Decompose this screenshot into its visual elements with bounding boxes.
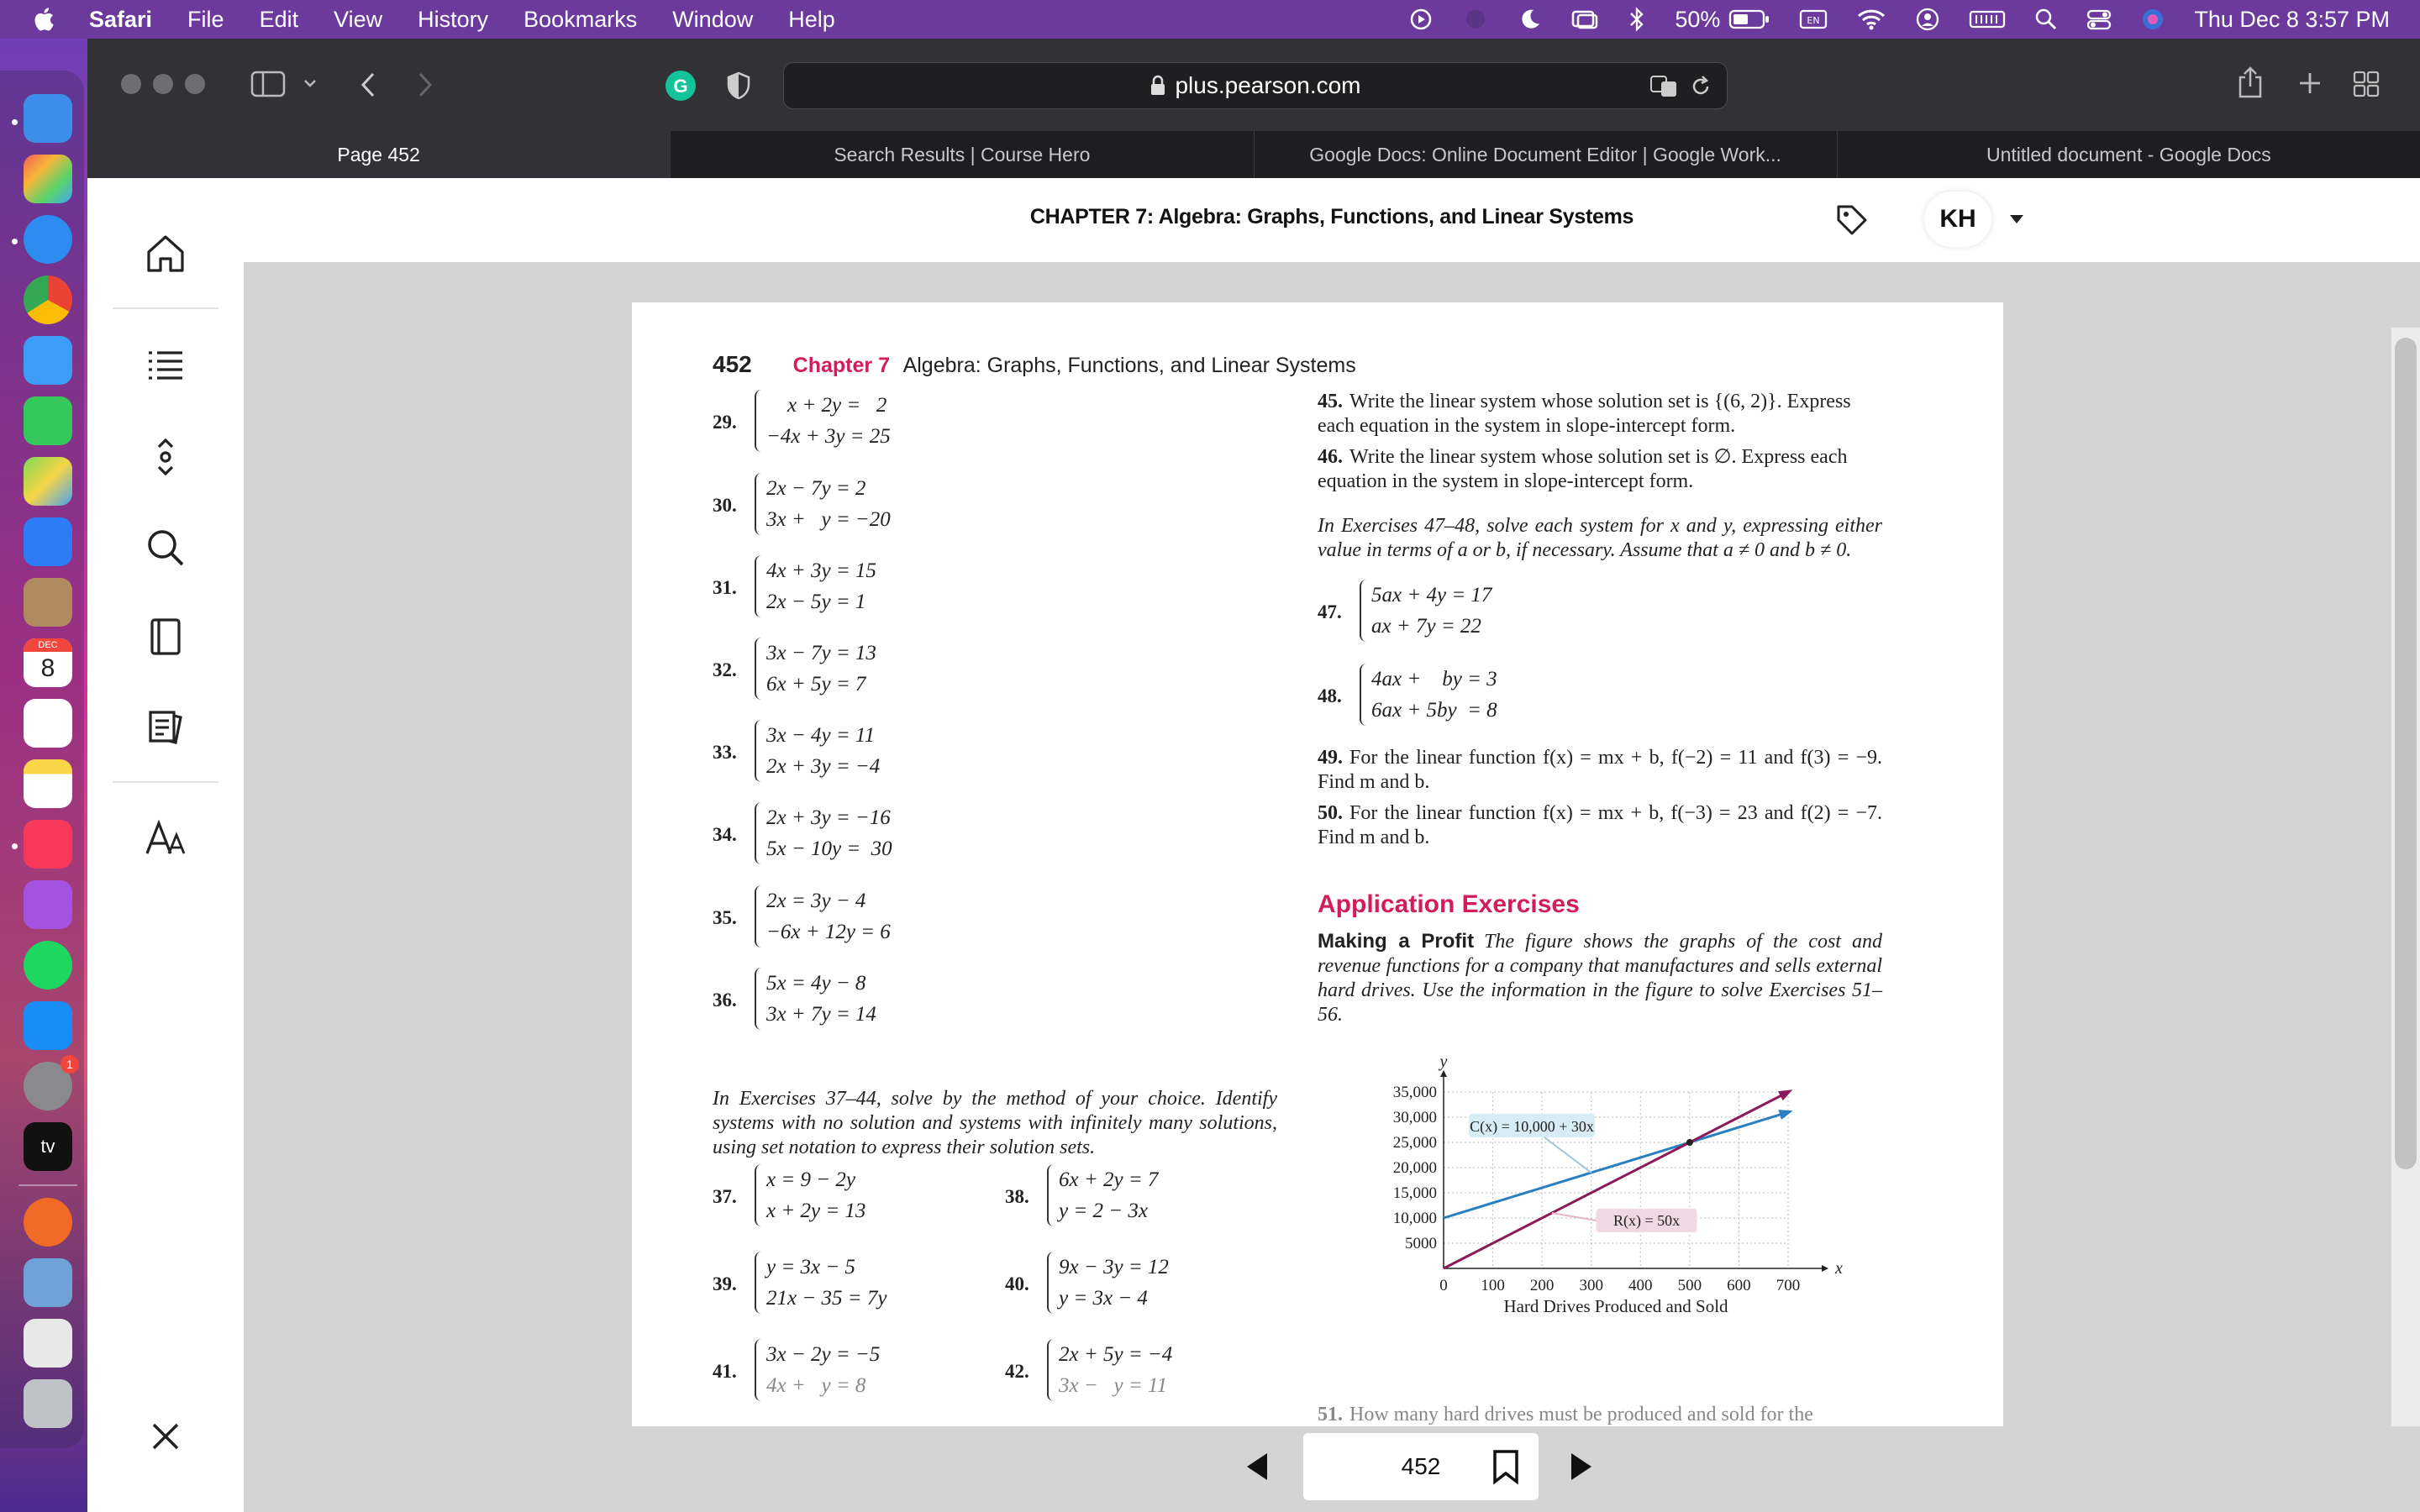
cost-revenue-chart <box>1318 1050 1855 1319</box>
exercise-text: How many hard drives must be produced and sold for the <box>1349 1404 1813 1425</box>
user-avatar[interactable]: KH <box>1924 192 1991 247</box>
previous-page-button[interactable] <box>1242 1450 1270 1483</box>
launchpad-icon[interactable] <box>24 155 72 203</box>
x-axis-label: Hard Drives Produced and Sold <box>1503 1296 1728 1316</box>
battery-status[interactable] <box>1675 7 1770 33</box>
exercise <box>713 555 981 622</box>
exercise-number: 32. <box>713 659 737 680</box>
equation: y = 3x − 5 <box>766 1256 855 1278</box>
contacts-icon[interactable] <box>24 578 72 627</box>
forward-button[interactable] <box>415 71 435 99</box>
page-number: 452 <box>713 351 752 377</box>
exercise-number: 29. <box>713 412 737 433</box>
minimize-window-button[interactable] <box>153 74 173 94</box>
equation: 5x = 4y − 8 <box>766 972 866 995</box>
origin-icon[interactable] <box>24 1198 72 1247</box>
y-axis-arrow <box>1440 1070 1447 1077</box>
chapter-title: CHAPTER 7: Algebra: Graphs, Functions, and Linear Systems <box>1029 205 1634 228</box>
apple-tv-icon[interactable] <box>24 1122 72 1171</box>
equation: 4ax + by = 3 <box>1371 668 1497 690</box>
exercise-number: 39. <box>713 1273 737 1294</box>
equation-system <box>755 1164 865 1226</box>
zoom-icon[interactable] <box>24 517 72 566</box>
equation: 3x − 7y = 13 <box>766 642 876 664</box>
exercise-number: 38. <box>1005 1186 1029 1207</box>
chrome-icon[interactable] <box>24 276 72 324</box>
equation-system <box>755 968 876 1030</box>
exercise <box>713 1339 965 1406</box>
control-center-icon[interactable] <box>2086 8 2112 31</box>
equation-system <box>1360 580 1491 642</box>
reload-icon[interactable] <box>1690 75 1712 98</box>
exercise <box>713 638 981 705</box>
calendar-month: DEC <box>24 638 72 652</box>
equation: 3x − 4y = 11 <box>766 724 876 747</box>
equation: x + 2y = 13 <box>766 1200 866 1222</box>
equation: 4x + 3y = 15 <box>766 559 876 582</box>
trash-icon[interactable] <box>24 1379 72 1428</box>
equation-system <box>755 555 876 617</box>
cost-label-leader <box>1544 1137 1591 1173</box>
menu-window[interactable]: Window <box>672 6 754 32</box>
sidebar-toggle-icon[interactable] <box>250 71 286 97</box>
search-icon[interactable] <box>144 526 187 570</box>
equation: −4x + 3y = 25 <box>766 425 891 448</box>
battery-icon <box>1728 8 1770 30</box>
reader-content <box>87 178 2420 1512</box>
close-icon[interactable] <box>144 1415 187 1458</box>
exercise-number: 45. <box>1318 391 1343 412</box>
play-status-icon[interactable] <box>1409 8 1433 31</box>
equation-system <box>755 885 891 948</box>
page-number-value: 452 <box>1401 1453 1441 1479</box>
notebook-icon[interactable] <box>144 615 187 659</box>
tab-page-452[interactable]: Page 452 <box>87 131 670 178</box>
x-tick-label: 500 <box>1677 1277 1702 1294</box>
zoom-window-button[interactable] <box>185 74 205 94</box>
privacy-shield-icon[interactable] <box>726 71 751 101</box>
new-tab-icon[interactable] <box>2297 71 2323 96</box>
display-settings-icon[interactable] <box>144 816 187 860</box>
nav-divider <box>113 781 218 783</box>
equation: 3x + y = −20 <box>766 508 891 531</box>
exercise <box>1005 1339 1257 1406</box>
home-icon[interactable] <box>144 232 187 276</box>
exercise-text: Write the linear system whose solution set is {(6, 2)}. Express each equation in the system in slope-intercept form. <box>1318 391 1851 437</box>
maps-icon[interactable] <box>24 457 72 506</box>
tab-overview-icon[interactable] <box>2353 71 2380 97</box>
nav-divider <box>113 307 218 309</box>
x-tick-label: 400 <box>1628 1277 1653 1294</box>
exercise-number: 51. <box>1318 1404 1343 1425</box>
equation: y = 3x − 4 <box>1059 1287 1148 1310</box>
equation: 2x + 5y = −4 <box>1059 1343 1173 1366</box>
exercise <box>713 473 981 540</box>
application-exercises-heading: Application Exercises <box>1318 890 1580 918</box>
address-bar[interactable] <box>783 62 1728 109</box>
equation-system <box>755 720 880 782</box>
x-tick-label: 200 <box>1529 1277 1555 1294</box>
system-preferences-icon[interactable] <box>24 1058 73 1110</box>
tag-icon[interactable] <box>1835 203 1869 237</box>
exercise <box>713 968 981 1035</box>
equation-system <box>755 390 891 452</box>
lock-icon <box>1150 75 1166 97</box>
profit-text: The figure shows the graphs of the cost and revenue functions for a company that manufactures and sells external hard drives. Use the information in the figure to solve Exercises 51–56. <box>1318 931 1882 1026</box>
x-tick-label: 0 <box>1439 1277 1448 1294</box>
exercise-number: 47. <box>1318 601 1342 622</box>
equation-system <box>755 473 891 535</box>
equation: 6x + 2y = 7 <box>1059 1168 1159 1191</box>
revenue-arrow <box>1778 1089 1792 1100</box>
exercise <box>1005 1252 1257 1319</box>
menu-app-safari[interactable]: Safari <box>89 6 153 32</box>
screen-record-icon[interactable] <box>1461 8 1490 31</box>
y-tick-label: 5000 <box>1405 1235 1437 1252</box>
instructions-37-44: In Exercises 37–44, solve by the method of your choice. Identify systems with no solution and systems with infinitely many solutions, using set notation to express their solution sets. <box>713 1088 1277 1158</box>
share-icon[interactable] <box>2237 66 2264 99</box>
tab-untitled-document[interactable]: Untitled document - Google Docs <box>1837 131 2420 178</box>
podcasts-icon[interactable] <box>24 880 72 929</box>
grammarly-icon[interactable] <box>664 69 697 102</box>
exercise-text: For the linear function f(x) = mx + b, f(−3) = 23 and f(2) = −7. Find m and b. <box>1318 802 1882 848</box>
y-tick-label: 15,000 <box>1392 1184 1437 1202</box>
y-tick-label: 10,000 <box>1392 1210 1437 1227</box>
flashcards-icon[interactable] <box>144 704 187 748</box>
close-window-button[interactable] <box>121 74 141 94</box>
scrollbar-thumb[interactable] <box>2395 338 2417 1169</box>
notes-icon[interactable] <box>24 759 72 808</box>
exercise-49 <box>1318 746 1882 795</box>
spotify-icon[interactable] <box>24 941 72 990</box>
exercise-number: 42. <box>1005 1361 1029 1382</box>
exercise <box>1318 664 1586 731</box>
user-account-icon[interactable] <box>1915 7 1940 32</box>
bookmark-icon[interactable] <box>1491 1448 1521 1485</box>
exercise-number: 46. <box>1318 446 1343 468</box>
memory-icon[interactable] <box>1969 8 2006 31</box>
equation-system <box>755 802 892 864</box>
equation: 5x − 10y = 30 <box>766 837 892 860</box>
exercise <box>713 720 981 787</box>
exercise-46 <box>1318 445 1882 494</box>
x-axis-arrow <box>1822 1265 1828 1272</box>
exercise <box>713 1252 965 1319</box>
app-store-icon[interactable] <box>24 1001 72 1050</box>
revenue-label: R(x) = 50x <box>1612 1212 1681 1229</box>
equation: 6ax + 5by = 8 <box>1371 699 1497 722</box>
running-indicator <box>12 119 18 125</box>
svg-text:EN: EN <box>1807 15 1820 26</box>
equation-system <box>1360 664 1497 726</box>
bluetooth-icon[interactable] <box>1628 7 1646 32</box>
revenue-label-leader <box>1552 1213 1597 1221</box>
menu-bookmarks[interactable]: Bookmarks <box>523 6 638 32</box>
equation-system <box>1047 1164 1158 1226</box>
menu-history[interactable]: History <box>418 6 489 32</box>
exercise-50 <box>1318 801 1882 850</box>
apple-icon[interactable] <box>32 5 59 34</box>
instructions-47-48: In Exercises 47–48, solve each system for x and y, expressing either value in terms of a or b, if necessary. Assume that a ≠ 0 and b ≠ 0. <box>1318 515 1882 561</box>
exercise-number: 34. <box>713 824 737 845</box>
facetime-icon[interactable] <box>24 396 72 445</box>
menu-edit[interactable]: Edit <box>259 6 299 32</box>
tab-bar <box>87 131 2420 178</box>
menu-file[interactable]: File <box>187 6 224 32</box>
running-indicator <box>12 239 18 244</box>
wifi-icon[interactable] <box>1856 8 1886 31</box>
textbook-page <box>632 302 2003 1428</box>
x-tick-label: 300 <box>1579 1277 1603 1294</box>
preview-icon[interactable] <box>24 1258 72 1307</box>
exercise-number: 49. <box>1318 747 1343 769</box>
browser-toolbar <box>87 39 2420 131</box>
music-icon[interactable] <box>24 820 72 869</box>
menu-help[interactable]: Help <box>788 6 835 32</box>
equation: x = 9 − 2y <box>766 1168 855 1191</box>
tab-google-docs[interactable]: Google Docs: Online Document Editor | Google Work... <box>1254 131 1837 178</box>
exercise-text: For the linear function f(x) = mx + b, f(−2) = 11 and f(3) = −9. Find m and b. <box>1318 747 1882 793</box>
display-icon[interactable] <box>1570 8 1599 31</box>
exercise-number: 30. <box>713 495 737 516</box>
svg-text:G: G <box>673 76 688 97</box>
exercise <box>713 1164 965 1231</box>
exercise-number: 37. <box>713 1186 737 1207</box>
chapter-label: Chapter 7 <box>792 354 890 377</box>
exercise-number: 36. <box>713 990 737 1011</box>
siri-icon[interactable] <box>2140 7 2165 32</box>
exercise <box>713 885 981 953</box>
textedit-icon[interactable] <box>24 1319 72 1368</box>
table-of-contents-icon[interactable] <box>144 344 187 388</box>
apple-tv-label: tv <box>40 1136 55 1157</box>
exercise-number: 40. <box>1005 1273 1029 1294</box>
calendar-day: 8 <box>40 654 55 682</box>
y-tick-label: 25,000 <box>1392 1134 1437 1152</box>
cost-label: C(x) = 10,000 + 30x <box>1470 1118 1594 1135</box>
exercise <box>1005 1164 1257 1231</box>
mail-icon[interactable] <box>24 336 72 385</box>
equation: 2x = 3y − 4 <box>766 890 866 912</box>
menu-view[interactable]: View <box>334 6 383 32</box>
reader-sidebar <box>87 178 244 1512</box>
chapter-name: Algebra: Graphs, Functions, and Linear Systems <box>902 354 1356 377</box>
finder-icon[interactable] <box>24 94 72 143</box>
equation-system <box>755 638 876 700</box>
equation: 2x + 3y = −16 <box>766 806 891 829</box>
equation: −6x + 12y = 6 <box>766 921 891 943</box>
back-button[interactable] <box>358 71 378 99</box>
exercise-number: 50. <box>1318 802 1343 824</box>
exercise-number: 48. <box>1318 685 1342 706</box>
battery-percent: 50% <box>1675 6 1721 32</box>
exercise-number: 41. <box>713 1361 737 1382</box>
break-even-point <box>1686 1139 1693 1146</box>
making-a-profit-paragraph <box>1318 929 1882 1027</box>
menu-bar <box>0 0 2420 39</box>
y-tick-label: 30,000 <box>1392 1109 1437 1126</box>
x-tick-label: 100 <box>1481 1277 1505 1294</box>
page-navigation-bar <box>244 1426 2420 1512</box>
equation: 5ax + 4y = 17 <box>1371 584 1492 606</box>
equation: x + 2y = 2 <box>766 394 887 417</box>
equation-system <box>1047 1252 1169 1314</box>
running-indicator <box>12 843 18 849</box>
url-text: plus.pearson.com <box>1175 72 1361 98</box>
x-tick-label: 600 <box>1727 1277 1751 1294</box>
exercise-number: 35. <box>713 907 737 928</box>
page-header <box>713 351 1356 378</box>
chevron-down-icon[interactable] <box>302 77 318 89</box>
cost-arrow <box>1778 1110 1792 1120</box>
equation: 2x − 5y = 1 <box>766 591 866 613</box>
equation: 2x − 7y = 2 <box>766 477 866 500</box>
safari-window <box>87 39 2420 1512</box>
equation-system <box>1047 1339 1172 1401</box>
spotlight-search-icon[interactable] <box>2034 8 2058 31</box>
dock-divider <box>18 1184 77 1186</box>
clock[interactable]: Thu Dec 8 3:57 PM <box>2194 6 2390 32</box>
x-tick-label: 700 <box>1776 1277 1801 1294</box>
exercise <box>713 390 981 457</box>
equation: 21x − 35 = 7y <box>766 1287 887 1310</box>
exercise-number: 33. <box>713 742 737 763</box>
safari-icon[interactable] <box>24 215 72 264</box>
moon-icon[interactable] <box>1518 8 1542 31</box>
equation: 3x − y = 11 <box>1059 1374 1168 1397</box>
user-menu-chevron-icon[interactable] <box>2008 213 2025 225</box>
exercise-number: 31. <box>713 577 737 598</box>
settings-badge: 1 <box>60 1055 79 1074</box>
tab-course-hero[interactable]: Search Results | Course Hero <box>670 131 1253 178</box>
y-tick-label: 35,000 <box>1392 1084 1437 1101</box>
equation: 6x + 5y = 7 <box>766 673 866 696</box>
equation-system <box>755 1252 886 1314</box>
reminders-icon[interactable] <box>24 699 72 748</box>
page-navigation-icon[interactable] <box>144 435 187 479</box>
y-tick-label: 20,000 <box>1392 1159 1437 1177</box>
x-axis-letter: x <box>1835 1259 1843 1278</box>
exercise-text: Write the linear system whose solution set is ∅. Express each equation in the system in slope-intercept form. <box>1318 446 1848 492</box>
equation: ax + 7y = 22 <box>1371 615 1481 638</box>
keyboard-input-icon[interactable] <box>1799 8 1828 31</box>
dock <box>0 71 84 1448</box>
equation: 3x − 2y = −5 <box>766 1343 881 1366</box>
equation: 4x + y = 8 <box>766 1374 866 1397</box>
y-axis-label: y <box>1439 1053 1448 1071</box>
equation-system <box>755 1339 880 1401</box>
equation: y = 2 − 3x <box>1059 1200 1148 1222</box>
next-page-button[interactable] <box>1568 1450 1597 1483</box>
exercise-45 <box>1318 390 1882 438</box>
exercise <box>1318 580 1586 647</box>
equation: 3x + 7y = 14 <box>766 1003 876 1026</box>
translate-icon[interactable] <box>1649 75 1680 98</box>
equation: 9x − 3y = 12 <box>1059 1256 1169 1278</box>
exercise <box>713 802 981 869</box>
reader-header <box>244 178 2420 262</box>
calendar-icon[interactable] <box>24 638 72 687</box>
equation: 2x + 3y = −4 <box>766 755 881 778</box>
profit-heading: Making a Profit <box>1318 930 1475 953</box>
